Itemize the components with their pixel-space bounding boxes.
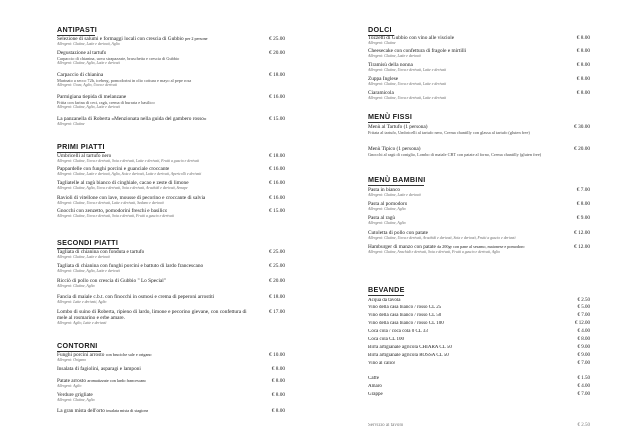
drink-item: Coca cola / coca cola 0 CL 33 € 4.00 bbox=[368, 329, 590, 334]
menu-item: Pasta al ragù € 9.00 Allergeni: Glutine, Aglio bbox=[368, 215, 590, 226]
menu-item: Menù Tipico (1 persona) € 20.00 Gnocchi al ragù di coniglio, Lombo di maiale CBT con patate al forno, Crema chantilly (gluten free) bbox=[368, 146, 590, 158]
menu-item: Tagliata di chianina con fonduta e tartufo € 25.00 Allergeni: Glutine, Latte e derivati bbox=[57, 249, 285, 260]
menu-item: Ricciò di pollo con crescia di Gubbio " Lo Special" € 20.00 Allergeni: Glutine, Aglio bbox=[57, 278, 285, 289]
menu-item: Tagliatelle al ragù bianco di cinghiale, cacao e zeste di limone € 16.00 Allergeni: Glutine, Aglio, Uova e derivati, Soia e derivati, Arachidi e derivati, Senape bbox=[57, 180, 285, 191]
menu-item: Verdure grigliate € 8.00 Allergeni: Glutine, Aglio bbox=[57, 392, 285, 403]
menu-item: Tozzetti di Gubbio con vino alle visciole € 8.00 Allergeni: Glutine bbox=[368, 35, 590, 46]
drink-item: Vino della casa bianco / rosso CL 100 € 12.00 bbox=[368, 321, 590, 326]
menu-item: Tiramisù della nonna € 8.00 Allergeni: Glutine, Uova e derivati, Latte e derivati bbox=[368, 62, 590, 73]
drink-item: Birra artigianale agricola ROSSA CL 50 € 9.00 bbox=[368, 353, 590, 358]
menu-item: Funghi porcini arrosto con bruciche sale e origano € 10.00 Allergeni: Origano bbox=[57, 352, 285, 363]
menu-item: Insalata di fagiolini, asparagi e lamponi € 8.00 bbox=[57, 366, 285, 372]
secondi-heading: SECONDI PIATTI bbox=[57, 238, 119, 247]
menu-item: Zuppa Inglese € 8.00 Allergeni: Glutine, Uova e derivati, Latte e derivati bbox=[368, 76, 590, 87]
drink-item: Vino della casa bianco / rosso CL 50 € 7.00 bbox=[368, 313, 590, 318]
menu-item: Ciaramicola € 8.00 Allergeni: Glutine, Uova e derivati, Latte e derivati bbox=[368, 90, 590, 101]
menu-item: Degustazione al tartufo € 20.00 Carpaccio di chianina, uova strapazzate, bruschetta e crescia di Gubbio Allergeni: Glutine, Aglio, Latte e derivati bbox=[57, 50, 285, 66]
menu-item: Pappardelle con funghi porcini e guanciale croccante € 16.00 Allergeni: Glutine, Latte e derivati, Aglio, Soia e derivati, Latte e derivati, Apericolli e derivati bbox=[57, 166, 285, 177]
drink-item: Coca cola CL 100 € 8.00 bbox=[368, 337, 590, 342]
service-charge: Servizio al tavolo € 2.50 bbox=[368, 423, 590, 428]
drink-item: Birra artigianale agricola CHIARA CL 50 € 9.00 bbox=[368, 345, 590, 350]
antipasti-heading: ANTIPASTI bbox=[57, 25, 98, 34]
menu-item: Selezione di salumi e formaggi locali con crescia di Gubbio per 2 persone € 25.00 Allergeni: Glutine, Latte e derivati, Aglio bbox=[57, 36, 285, 47]
bevande-heading: BEVANDE bbox=[368, 285, 405, 294]
menu-bambini-heading: MENÙ BAMBINI bbox=[368, 175, 426, 184]
menu-item: Carpaccio di chianina € 18.00 Marinato a secco 72h, iceberg, pomodorini in olio cottura e mayo al pepe rosa Allergeni: Uova, Aglio, Uova e derivati bbox=[57, 72, 285, 88]
menu-item: Ravioli di vitellone con lave, mousse di pecorino e croccante di salvia € 16.00 Allergeni: Glutine, Uova e derivati, Latte e derivati, Sedano e derivati bbox=[57, 195, 285, 206]
menu-item: La panzanella di Roberta «Menzionata nella guida del gambero rosso» € 15.00 Allergeni: Glutine bbox=[57, 116, 285, 127]
menu-item: Lombo di suino di Roberta, ripieno di lardo, limone e pecorino gievane, con confettura di mele al rosmarino e erbe amare. € 17.00 Allergeni: Aglio, Latte e derivati bbox=[57, 309, 285, 326]
menu-item: Cheesecake con confettura di fragole e mirtilli € 8.00 Allergeni: Glutine, Latte e derivati bbox=[368, 48, 590, 59]
menu-item: Tagliata di chianina con funghi porcini e battuto di lardo francescano € 25.00 Allergeni: Glutine, Aglio, Latte e derivati bbox=[57, 263, 285, 274]
drink-item: Vino della casa bianco / rosso CL 25 € 5.00 bbox=[368, 305, 590, 310]
drink-item: Caffè € 1.50 bbox=[368, 376, 590, 381]
menu-item: Gnocchi con zenzetto, pomodorini freschi e basilico € 15.00 Allergeni: Glutine, Uova e derivati, Soia e derivati, Frutti a guscio e derivati bbox=[57, 208, 285, 219]
primi-heading: PRIMI PIATTI bbox=[57, 142, 105, 151]
menu-item: Pasta al pomodoro € 8.00 Allergeni: Glutine, Aglio bbox=[368, 201, 590, 212]
menu-item: Hamburger di manzo con patate da 200gr con pane al sesamo, maionese e pomodoro € 12.00 Allergeni: Glutine, Arachidi e derivati, Soia e derivati, Frutti a guscio e derivati, Aglio bbox=[368, 244, 590, 255]
drink-item: Amaro € 4.00 bbox=[368, 384, 590, 389]
menu-item: Fancia di maiale c.b.t. con finocchi in osmosi e crema di peperoni arrostiti € 18.00 Allergeni: Latte e derivati, Aglio bbox=[57, 294, 285, 305]
menu-item: Menù al Tartufo (1 persona) € 30.00 Fritata al tartufo, Umbricelli al tartufo nero, Crema chantilly con glassa al tartufo (gluten free) bbox=[368, 124, 590, 136]
drink-item: Grappe € 7.00 bbox=[368, 392, 590, 397]
menu-item: Patate arrosto aromatizzate con lardo francescano € 8.00 Allergeni: Aglio bbox=[57, 378, 285, 389]
menu-item: Pasta in bianco € 7.00 Allergeni: Glutine, Latte e derivati bbox=[368, 187, 590, 198]
menu-item: Cutoletta di pollo con patate € 12.00 Allergeni: Glutine, Uova e derivati, Arachidi e derivati, Soia e derivati, Frutti a guscio e derivati bbox=[368, 230, 590, 241]
menu-item: La gran mista dell'orto insalata mista di stagione € 8.00 bbox=[57, 408, 285, 414]
drink-item: Vino al calice € 7.00 bbox=[368, 361, 590, 366]
contorni-heading: CONTORNI bbox=[57, 341, 98, 350]
dolci-heading: DOLCI bbox=[368, 25, 392, 34]
menu-fissi-heading: MENÙ FISSI bbox=[368, 112, 413, 121]
drink-item: Acqua da tavola € 2.50 bbox=[368, 298, 590, 303]
menu-item: Umbricelli al tartufo nero € 18.00 Allergeni: Glutine, Uova e derivati, Soia e derivati, Latte e derivati, Frutti a guscio e derivati bbox=[57, 153, 285, 164]
menu-item: Parmigiana tiepida di melanzane € 16.00 Fritta con farina di ceci, ragù, crema di burrata e basilico Allergeni: Glutine, Aglio, Latte e derivati bbox=[57, 94, 285, 110]
